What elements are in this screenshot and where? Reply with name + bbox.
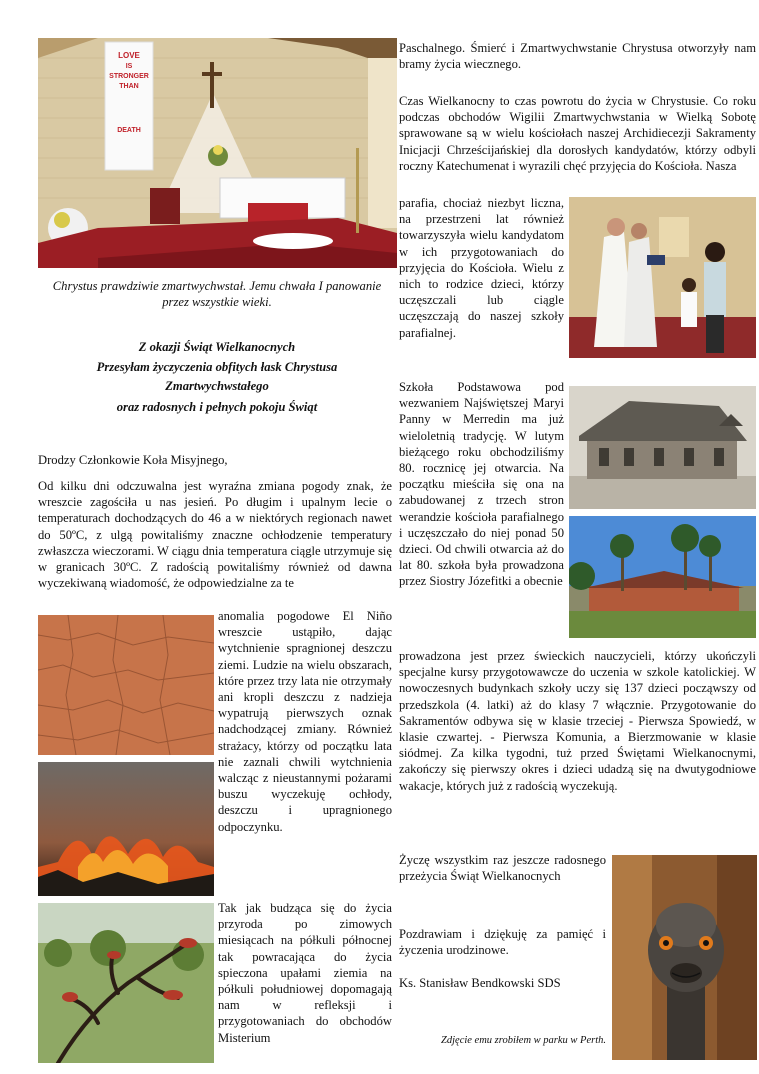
- easter-paragraph: Czas Wielkanocny to czas powrotu do życia w Chrystusie. Co roku podczas obchodów Wigilii Zmartwychwstania w Wielką Sobotę sprawowane są w wielu kościołach naszej Archidiecezji Sakramenty Inicjacji Chrześcijańskiej dla dorosłych kandydatów, którzy odbyli roczny Katechumenat i wyrazili chęć przyjęcia do Kościoła. Nasza: [399, 94, 756, 173]
- emu-photo-caption: Zdjęcie emu zrobiłem w parku w Perth.: [441, 1035, 606, 1046]
- banner-line-3: STRONGER: [109, 73, 149, 80]
- church-interior-photo: [38, 38, 397, 268]
- greeting-line-1: Z okazji Świąt Wielkanocnych: [138, 340, 296, 354]
- weather-paragraph-side: anomalia pogodowe El Niño wreszcie ustąpiło, dając wytchnienie spragnionej deszczu ziemi. Ludzie na wielu obszarach, które przez trzy lata nie otrzymały ani kropli deszczu z nadzieja wypatrują pierwszych oznak nadchodzącej zmiany. Również strażacy, którzy od początku lata nie zaznali chwili wytchnienia walcząc z nieustannymi pożarami buszu wyczekuję ochłody, deszczu i upragnionego odpoczynku.: [218, 609, 392, 834]
- banner-line-2: IS: [125, 63, 133, 70]
- modern-school-photo: [569, 516, 756, 638]
- nature-paragraph: Tak jak budząca się do życia przyroda po zimowych miesiącach na półkuli północnej tak powracająca do życia spieczona upałami ziemia na półkuli południowej dopomagają nam w refleksji i przygotowaniach do obchodów Misterium: [218, 901, 392, 1045]
- parish-paragraph: parafia, chociaż niezbyt liczna, na przestrzeni lat również towarzyszyła wielu kandydatom w ich przygotowaniach do przyjęcia do Kościoła. Wielu z nich to rodzice dzieci, którzy uczęszczali lub ciągle uczęszczają do naszej szkoły parafialnej.: [399, 196, 564, 340]
- wishes-paragraph: Życzę wszystkim raz jeszcze radosnego przeżycia Świąt Wielkanocnych: [399, 853, 606, 884]
- dry-earth-photo: [38, 615, 214, 755]
- emu-photo: [612, 855, 757, 1060]
- church-photo-caption: Chrystus prawdziwie zmartwychwstał. Jemu chwała I panowanie przez wszystkie wieki.: [52, 279, 382, 310]
- greeting-line-3: oraz radosnych i pełnych pokoju Świąt: [116, 400, 318, 414]
- thanks-paragraph: Pozdrawiam i dziękuję za pamięć i życzenia urodzinowe.: [399, 927, 606, 958]
- baptism-photo: [569, 197, 756, 358]
- easter-greeting: [44, 336, 390, 418]
- weather-paragraph-top: Od kilku dni odczuwalna jest wyraźna zmiana pogody znak, że wreszcie zagościła u nas jesień. Po długim i upalnym lecie o temperaturach dochodzących do 46 a w niektórych regionach nawet do 50ºC, z ulgą powitaliśmy znaczne ochłodzenie temperatury zwłaszcza wieczorami. W ciągu dnia temperatura ciągle utrzymuje się w granicach 30ºC. Z radością powitaliśmy również od dawna wyczekiwaną wiadomość, że odpowiedzialne za te: [38, 479, 392, 591]
- greeting-line-2: Przesyłam życzyczenia obfitych łask Chrystusa Zmartwychwstałego: [96, 360, 338, 393]
- paschal-paragraph: Paschalnego. Śmierć i Zmartwychwstanie Chrystusa otworzyły nam bramy życia wiecznego.: [399, 41, 756, 72]
- banner-line-4: THAN: [119, 83, 139, 90]
- banner-line-5: DEATH: [117, 127, 141, 134]
- school-paragraph-full: prowadzona jest przez świeckich nauczycieli, którzy ukończyli specjalne kursy przygotowawcze do uczenia w szkole katolickiej. W nowoczesnych budynkach szkoły uczy się 137 dzieci począwszy od przedszkola (4. latki) aż do klasy 7 włącznie. Przygotowanie do Sakramentów odbywa się w klasie trzeciej - Pierwsza Spowiedź, w klasie czwartej. - Pierwsza Komunia, a Bierzmowanie w klasie siódmej. Za kilka tygodni, tuż przed Świętami Wielkanocnymi, zakończy się pierwszy okres i dzieci udadzą się na dwutygodniowe wakacje, których już z radością wyczekują.: [399, 649, 756, 793]
- old-school-photo: [569, 386, 756, 509]
- school-paragraph-side: Szkoła Podstawowa pod wezwaniem Najświętszej Maryi Panny w Merredin ma już wieloletnią tradycję. W lutym bieżącego roku obchodziliśmy 80. rocznicę jej otwarcia. Na początku mieściła się ona na zabudowanej z trzech stron werandzie kościoła parafialnego i uczęszczało do niej ponad 50 dzieci. Od chwili otwarcia aż do lat 80. szkoła była prowadzona przez Siostry Józefitki a obecnie: [399, 380, 564, 589]
- banner-line-1: LOVE: [118, 51, 140, 60]
- signature: Ks. Stanisław Bendkowski SDS: [399, 976, 561, 990]
- bushfire-photo: [38, 762, 214, 896]
- regrowth-photo: [38, 903, 214, 1063]
- salutation: Drodzy Członkowie Koła Misyjnego,: [38, 453, 228, 467]
